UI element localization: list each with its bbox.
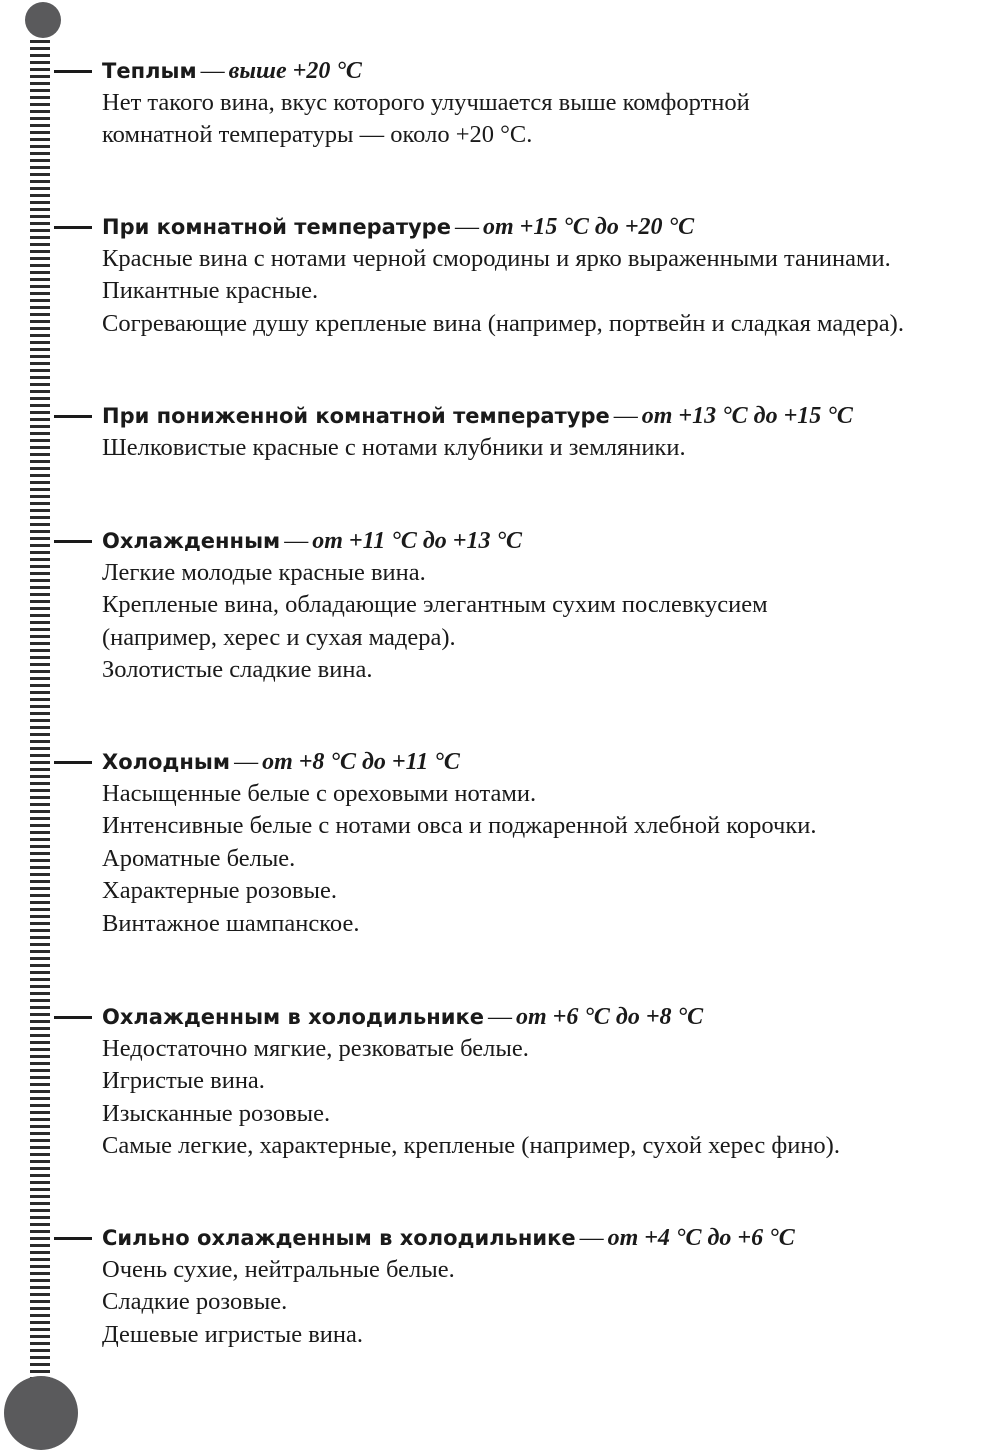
heading-label: При комнатной температуре [102,215,451,239]
wine-line: Пикантные красные. [102,277,319,305]
wine-line: Винтажное шампанское. [102,909,360,937]
wine-line: Дешевые игристые вина. [102,1320,364,1348]
temperature-section-room [54,211,1000,340]
heading-dash: — [613,403,638,429]
wine-line: Красные вина с нотами черной смородины и ярко выраженными танинами. [102,245,891,272]
wine-line: Очень сухие, нейтральные белые. [102,1256,455,1283]
heading-dash: — [200,58,225,84]
section-heading [102,746,1000,778]
heading-label: Охлажденным [102,529,281,553]
scale-marker [54,540,92,543]
heading-range: от +4 °C до +6 °C [607,1225,795,1251]
temperature-section-chilled [54,525,1000,687]
temperature-section-cold [54,746,1000,940]
heading-range: от +13 °C до +15 °C [641,403,853,429]
heading-range: от +15 °C до +20 °C [482,214,695,240]
thermometer-top-cap [25,2,61,38]
scale-marker [54,415,92,418]
temperature-section-cool-room [54,400,1000,464]
heading-range: выше +20 °C [228,58,362,84]
heading-label: Сильно охлажденным в холодильнике [102,1226,576,1250]
heading-dash: — [579,1225,604,1251]
wine-line: Ароматные белые. [102,844,296,872]
wine-line: Самые легкие, характерные, крепленые (например, сухой херес фино). [102,1132,840,1160]
scale-marker [54,761,92,764]
wine-line: Крепленые вина, обладающие элегантным сухим послевкусием [102,591,768,619]
heading-range: от +11 °C до +13 °C [312,528,523,554]
section-heading [102,1001,1000,1033]
heading-range: от +6 °C до +8 °C [515,1004,704,1030]
wine-line: Золотистые сладкие вина. [102,656,373,684]
wine-line: Изысканные розовые. [102,1099,331,1127]
scale-marker [54,226,92,229]
temperature-section-fridge [54,1001,1000,1163]
heading-label: При пониженной комнатной температуре [102,404,610,428]
section-heading [102,400,1000,432]
heading-dash: — [454,214,479,240]
wine-line: Характерные розовые. [102,877,337,905]
scale-marker [54,1016,92,1019]
wine-line: Согревающие душу крепленые вина (например, портвейн и сладкая мадера). [102,309,904,337]
section-heading [102,1222,1000,1254]
thermometer-scale [30,40,50,1378]
temperature-section-deep-fridge [54,1222,1000,1351]
heading-label: Холодным [102,750,231,774]
wine-line: Сладкие розовые. [102,1288,288,1316]
heading-range: от +8 °C до +11 °C [262,749,460,775]
heading-dash: — [234,749,259,775]
scale-marker [54,70,92,73]
heading-dash: — [284,528,309,554]
section-heading [102,211,1000,243]
wine-line: Недостаточно мягкие, резковатые белые. [102,1035,529,1062]
wine-line: Легкие молодые красные вина. [102,559,426,586]
wine-line: (например, херес и сухая мадера). [102,623,456,651]
wine-line: Насыщенные белые с ореховыми нотами. [102,780,537,807]
scale-marker [54,1237,92,1240]
section-heading [102,55,1000,87]
heading-label: Теплым [102,59,197,83]
wine-line: Интенсивные белые с нотами овса и поджаренной хлебной корочки. [102,812,817,840]
wine-line: Нет такого вина, вкус которого улучшается выше комфортной [102,89,750,116]
heading-dash: — [487,1004,512,1030]
wine-line: Шелковистые красные с нотами клубники и земляники. [102,434,686,461]
wine-line: комнатной температуры — около +20 °C. [102,121,533,149]
wine-line: Игристые вина. [102,1067,265,1095]
thermometer-bulb [4,1376,78,1450]
section-heading [102,525,1000,557]
heading-label: Охлажденным в холодильнике [102,1005,484,1029]
temperature-section-warm [54,55,1000,152]
